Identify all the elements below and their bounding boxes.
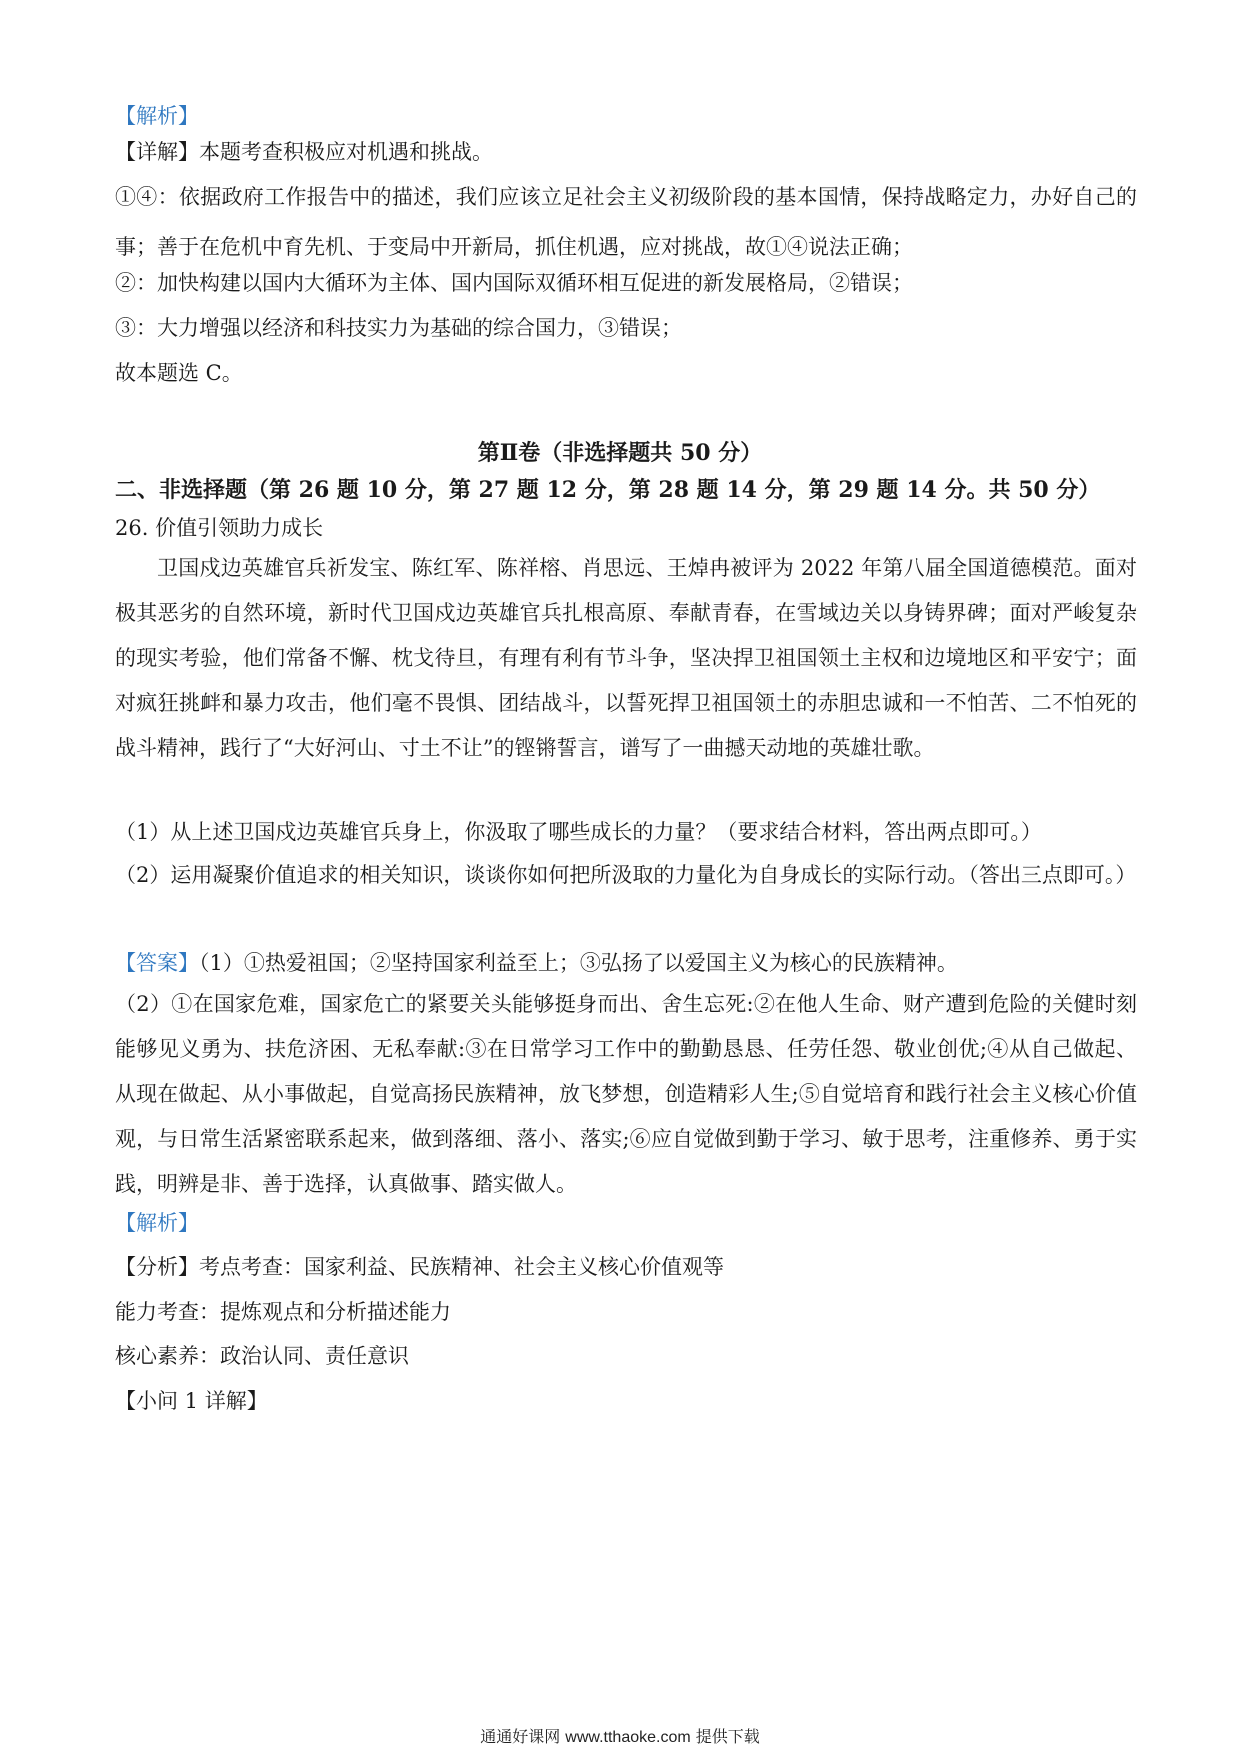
footer-url[interactable]: www.tthaoke.com [565,1729,691,1746]
statement-3: ③：大力增强以经济和科技实力为基础的综合国力，③错误； [115,316,682,340]
footer-suffix: 提供下载 [695,1727,760,1746]
ability-text: 能力考查：提炼观点和分析描述能力 [115,1300,451,1324]
question-title: 26. 价值引领助力成长 [115,516,324,540]
analysis-label: 【解析】 [115,104,199,128]
analysis-text: 【分析】考点考查：国家利益、民族精神、社会主义核心价值观等 [115,1255,724,1279]
section-subtitle: 二、非选择题（第 26 题 10 分，第 27 题 12 分，第 28 题 14 分，第 29 题 14 分。共 50 分） [115,477,1101,503]
page-footer [0,1725,1240,1750]
analysis-label-2: 【解析】 [115,1211,199,1235]
answer-2-text: （2）①在国家危难，国家危亡的紧要关头能够挺身而出、舍生忘死:②在他人生命、财产遭到危险的关健时刻能够见义勇为、扶危济困、无私奉献:③在日常学习工作中的勤勤恳恳、任劳任怨、敬业创优;④从自己做起、从现在做起、从小事做起，自觉高扬民族精神，放飞梦想，创造精彩人生;⑤自觉培育和践行社会主义核心价值观，与日常生活紧密联系起来，做到落细、落小、落实;⑥应自觉做到勤于学习、敏于思考，注重修养、勇于实践，明辨是非、善于选择，认真做事、踏实做人。 [115,992,1137,1196]
question-material: 卫国戍边英雄官兵祈发宝、陈红军、陈祥榕、肖思远、王焯冉被评为 2022 年第八届全国道德模范。面对极其恶劣的自然环境，新时代卫国戍边英雄官兵扎根高原、奉献青春，在雪域边关以身铸界碑；面对严峻复杂的现实考验，他们常备不懈、枕戈待旦，有理有利有节斗争，坚决捍卫祖国领土主权和边境地区和平安宁；面对疯狂挑衅和暴力攻击，他们毫不畏惧、团结战斗，以誓死捍卫祖国领土的赤胆忠诚和一不怕苦、二不怕死的战斗精神，践行了“大好河山、寸土不让”的铿锵誓言，谱写了一曲撼天动地的英雄壮歌。 [115,556,1137,760]
detail-text: 【详解】本题考查积极应对机遇和挑战。 [115,140,493,164]
conclusion-text: 故本题选 C。 [115,361,243,385]
core-text: 核心素养：政治认同、责任意识 [115,1344,409,1368]
footer-site-name: 通通好课网 [480,1727,561,1746]
section-title: 第Ⅱ卷（非选择题共 50 分） [477,440,763,466]
answer-line-1 [115,948,1125,978]
answer-1-text: （1）①热爱祖国；②坚持国家利益至上；③弘扬了以爱国主义为核心的民族精神。 [199,951,958,975]
sub-question-1-label: 【小问 1 详解】 [115,1389,268,1413]
question-part-2: （2）运用凝聚价值追求的相关知识，谈谈你如何把所汲取的力量化为自身成长的实际行动。（答出三点即可。） [115,863,1137,887]
statement-2: ②：加快构建以国内大循环为主体、国内国际双循环相互促进的新发展格局，②错误； [115,271,913,295]
question-part-1: （1）从上述卫国戍边英雄官兵身上，你汲取了哪些成长的力量？（要求结合材料，答出两点即可。） [115,820,1042,844]
statement-14: ①④：依据政府工作报告中的描述，我们应该立足社会主义初级阶段的基本国情，保持战略定力，办好自己的事；善于在危机中育先机、于变局中开新局，抓住机遇，应对挑战，故①④说法正确； [115,185,1137,259]
answer-label: 【答案】 [115,951,199,975]
